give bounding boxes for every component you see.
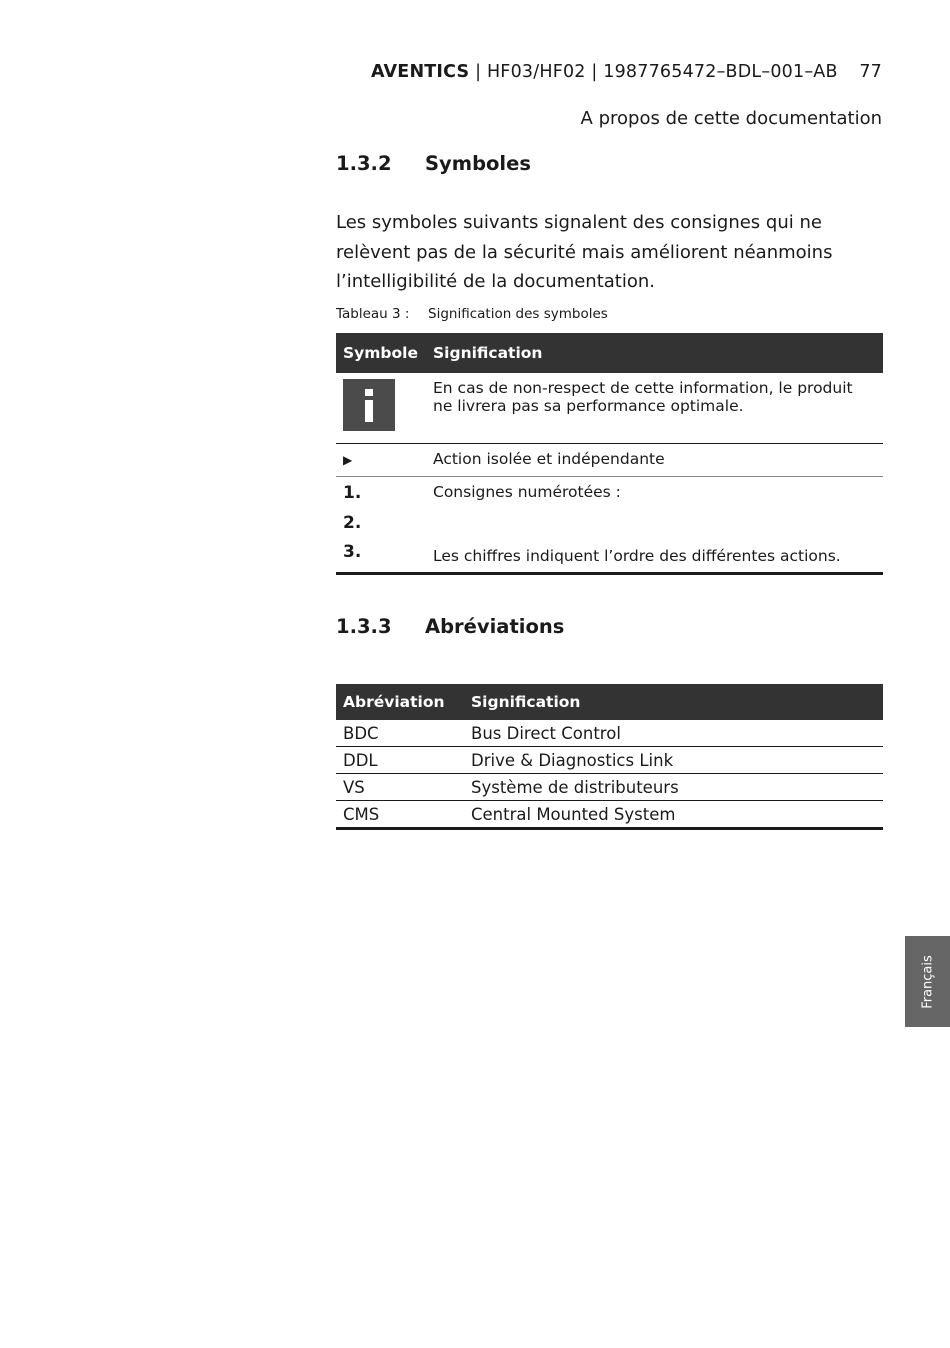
symbol-cell (336, 477, 426, 574)
symbol-cell (336, 444, 426, 477)
numbered-steps-label: Consignes numérotées : (433, 483, 621, 501)
brand-name: AVENTICS (371, 62, 470, 82)
meaning-cell: Action isolée et indépendante (426, 444, 883, 477)
step-number: 3. (343, 542, 362, 562)
meaning-cell: Bus Direct Control (464, 720, 883, 747)
heading-number: 1.3.3 (336, 615, 392, 638)
table-header-row (336, 333, 883, 373)
symbols-table (336, 333, 883, 575)
section-header: A propos de cette documentation (580, 108, 882, 129)
table-header-row (336, 684, 883, 720)
table-row (336, 373, 883, 444)
table-row (336, 444, 883, 477)
table-row (336, 477, 883, 574)
caption-label: Tableau 3 : (336, 306, 410, 322)
meaning-cell: Système de distributeurs (464, 774, 883, 801)
abbreviation-cell: CMS (336, 801, 464, 829)
language-tab-label: Français (920, 954, 935, 1009)
column-header: Signification (464, 684, 883, 720)
table-row (336, 720, 883, 747)
meaning-cell (426, 477, 883, 574)
abbreviation-cell: BDC (336, 720, 464, 747)
numbered-symbols (343, 477, 419, 568)
abbreviation-cell: DDL (336, 747, 464, 774)
numbered-steps-explanation: Les chiffres indiquent l’ordre des différentes actions. (433, 547, 841, 565)
running-header (330, 62, 882, 86)
action-arrow-icon: ▶ (343, 453, 353, 467)
column-header: Symbole (336, 333, 426, 373)
table-row (336, 774, 883, 801)
meaning-cell: Drive & Diagnostics Link (464, 747, 883, 774)
step-number: 1. (343, 483, 362, 503)
doc-reference: | HF03/HF02 | 1987765472–BDL–001–AB (469, 62, 838, 82)
heading-title: Symboles (425, 152, 531, 175)
table-row (336, 747, 883, 774)
abbreviations-table (336, 684, 883, 830)
page-number: 77 (859, 62, 882, 82)
intro-paragraph: Les symboles suivants signalent des consignes qui ne relèvent pas de la sécurité mais améliorent néanmoins l’intelligibilité de la documentation. (336, 212, 833, 292)
column-header: Signification (426, 333, 883, 373)
info-icon (343, 379, 395, 431)
column-header: Abréviation (336, 684, 464, 720)
language-tab[interactable] (905, 936, 950, 1027)
header-doc-ref (371, 62, 838, 82)
step-number: 2. (343, 512, 362, 533)
abbreviation-cell: VS (336, 774, 464, 801)
meaning-cell: Central Mounted System (464, 801, 883, 829)
symbol-cell (336, 373, 426, 444)
heading-number: 1.3.2 (336, 152, 392, 175)
table-row (336, 801, 883, 829)
meaning-cell: En cas de non-respect de cette information, le produit ne livrera pas sa performance optimale. (426, 373, 883, 444)
heading-title: Abréviations (425, 615, 565, 638)
caption-text: Signification des symboles (428, 306, 608, 322)
